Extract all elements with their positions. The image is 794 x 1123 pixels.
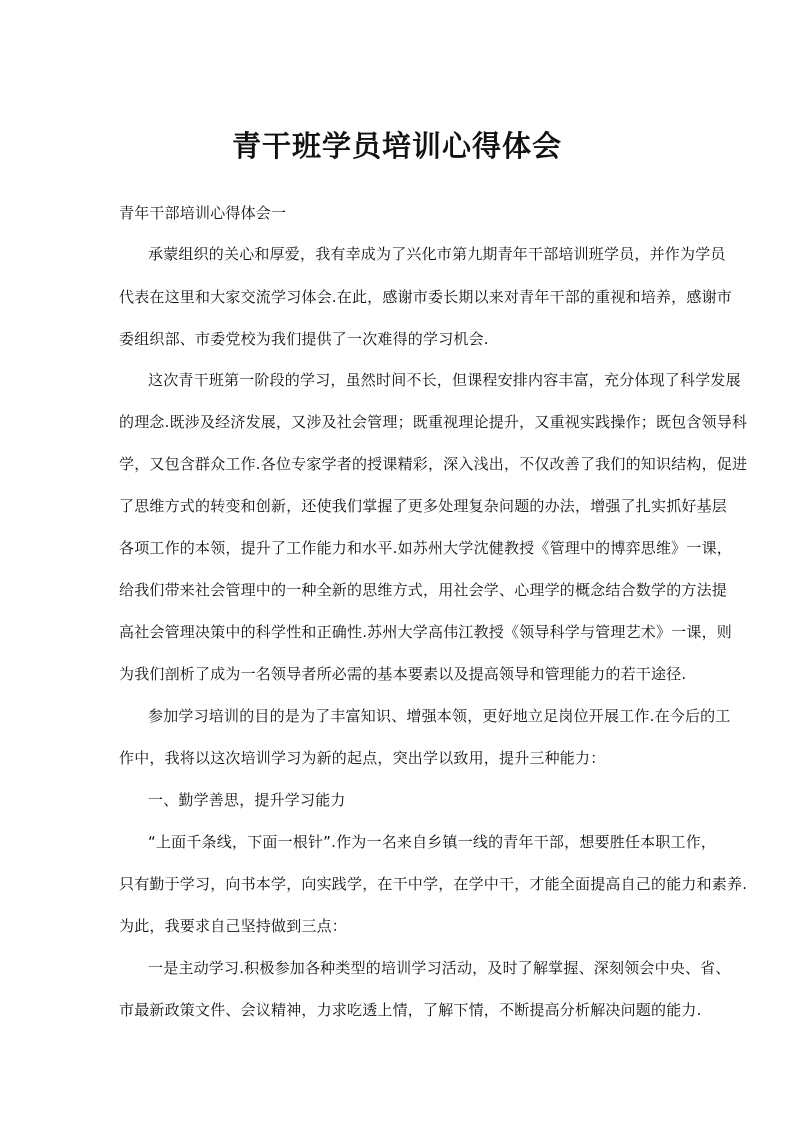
paragraph-line: 市最新政策文件、会议精神，力求吃透上情，了解下情，不断提高分析解决问题的能力. bbox=[119, 1001, 702, 1019]
paragraph-line: 代表在这里和大家交流学习体会.在此，感谢市委长期以来对青年干部的重视和培养，感谢市 bbox=[119, 288, 732, 306]
paragraph-line: 只有勤于学习，向书本学，向实践学，在干中学，在学中干，才能全面提高自己的能力和素养. bbox=[119, 875, 748, 893]
paragraph-line: 作中，我将以这次培训学习为新的起点，突出学以致用，提升三种能力： bbox=[119, 749, 606, 767]
paragraph-line: 一是主动学习.积极参加各种类型的培训学习活动，及时了解掌握、深刻领会中央、省、 bbox=[148, 959, 731, 977]
paragraph-line: 参加学习培训的目的是为了丰富知识、增强本领，更好地立足岗位开展工作.在今后的工 bbox=[148, 707, 731, 725]
paragraph-line: 为此，我要求自己坚持做到三点： bbox=[119, 917, 348, 935]
paragraph-line: 了思维方式的转变和创新，还使我们掌握了更多处理复杂问题的办法，增强了扎实抓好基层 bbox=[119, 497, 728, 515]
section-heading: 青年干部培训心得体会一 bbox=[119, 204, 287, 222]
paragraph-line: 学，又包含群众工作.各位专家学者的授课精彩，深入浅出，不仅改善了我们的知识结构，促进 bbox=[119, 455, 748, 473]
paragraph-line: 承蒙组织的关心和厚爱，我有幸成为了兴化市第九期青年干部培训班学员，并作为学员 bbox=[148, 245, 726, 263]
document-title: 青干班学员培训心得体会 bbox=[231, 129, 562, 163]
paragraph-line: 委组织部、市委党校为我们提供了一次难得的学习机会. bbox=[119, 330, 489, 348]
paragraph-line: 的理念.既涉及经济发展，又涉及社会管理；既重视理论提升，又重视实践操作；既包含领导科 bbox=[119, 413, 748, 431]
paragraph-line: 高社会管理决策中的科学性和正确性.苏州大学高伟江教授《领导科学与管理艺术》一课，则 bbox=[119, 623, 732, 641]
paragraph-line: 各项工作的本领，提升了工作能力和水平.如苏州大学沈健教授《管理中的博弈思维》一课， bbox=[119, 539, 732, 557]
paragraph-line: 为我们剖析了成为一名领导者所必需的基本要素以及提高领导和管理能力的若干途径. bbox=[119, 665, 687, 683]
paragraph-line: 这次青干班第一阶段的学习，虽然时间不长，但课程安排内容丰富，充分体现了科学发展 bbox=[148, 371, 741, 389]
paragraph-line: 给我们带来社会管理中的一种全新的思维方式，用社会学、心理学的概念结合数学的方法提 bbox=[119, 581, 728, 599]
subheading: 一、勤学善思，提升学习能力 bbox=[148, 791, 346, 809]
paragraph-line: “上面千条线，下面一根针”.作为一名来自乡镇一线的青年干部，想要胜任本职工作， bbox=[148, 833, 717, 851]
